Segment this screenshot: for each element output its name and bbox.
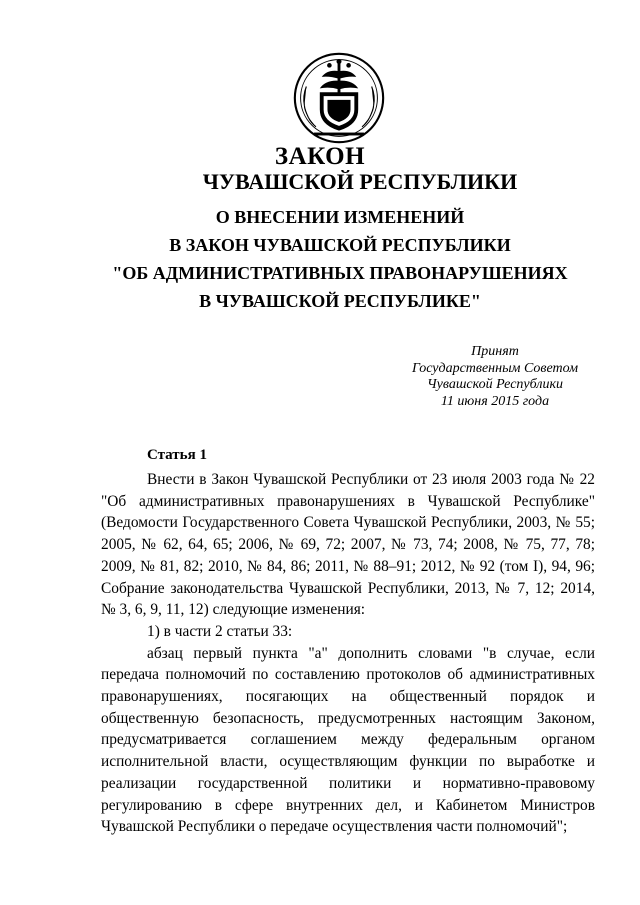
article-heading: Статья 1 — [147, 447, 207, 463]
subtitle-line: О ВНЕСЕНИИ ИЗМЕНЕНИЙ — [215, 207, 465, 227]
issuer-heading: ЧУВАШСКОЙ РЕСПУБЛИКИ — [202, 169, 518, 194]
subtitle-line: В ЗАКОН ЧУВАШСКОЙ РЕСПУБЛИКИ — [169, 235, 511, 255]
adoption-line: Чувашской Республики — [427, 377, 563, 392]
adoption-line: Государственным Советом — [411, 360, 579, 376]
subtitle-line: "ОБ АДМИНИСТРАТИВНЫХ ПРАВОНАРУШЕНИЯХ — [112, 263, 568, 283]
document-type-heading: ЗАКОН — [274, 143, 366, 170]
subtitle-line: В ЧУВАШСКОЙ РЕСПУБЛИКЕ" — [199, 291, 481, 311]
law-subject-heading — [40, 203, 640, 315]
adoption-note — [395, 344, 595, 410]
article-paragraph: Внести в Закон Чувашской Республики от 23 июля 2003 года № 22 "Об административных правонарушениях в Чувашской Республике" (Ведомости Государственного Совета Чувашской Республики, 2003, № 55; 2005, № 62, 64, 65; 2006, № 69, 72; 2007, № 73, 74; 2008, № 75, 77, 78; 2009, № 81, 82; 2010, № 84, 86; 2011, № 88–91; 2012, № 92 (том I), 94, 96; Собрание законодательства Чувашской Республики, 2013, № 7, 12; 2014, № 3, 6, 9, 11, 12) следующие изменения: — [101, 471, 595, 619]
article-paragraph: абзац первый пункта "а" дополнить словами "в случае, если передача полномочий по составлению протоколов об административных правонарушениях, посягающих на общественный порядок и общественную безопасность, предусмотренных настоящим Законом, предусматривается соглашением между федеральным органом исполнительной власти, осуществляющим функции по выработке и реализации государственной политики и нормативно-правовому регулированию в сфере внутренних дел, и Кабинетом Министров Чувашской Республики о передаче осуществления части полномочий"; — [101, 644, 595, 836]
adoption-date: 11 июня 2015 года — [440, 393, 550, 409]
coat-of-arms-icon — [291, 50, 387, 146]
adoption-line: Принят — [471, 344, 519, 359]
article-body — [101, 469, 595, 838]
article-paragraph: 1) в части 2 статьи 33: — [147, 622, 293, 640]
